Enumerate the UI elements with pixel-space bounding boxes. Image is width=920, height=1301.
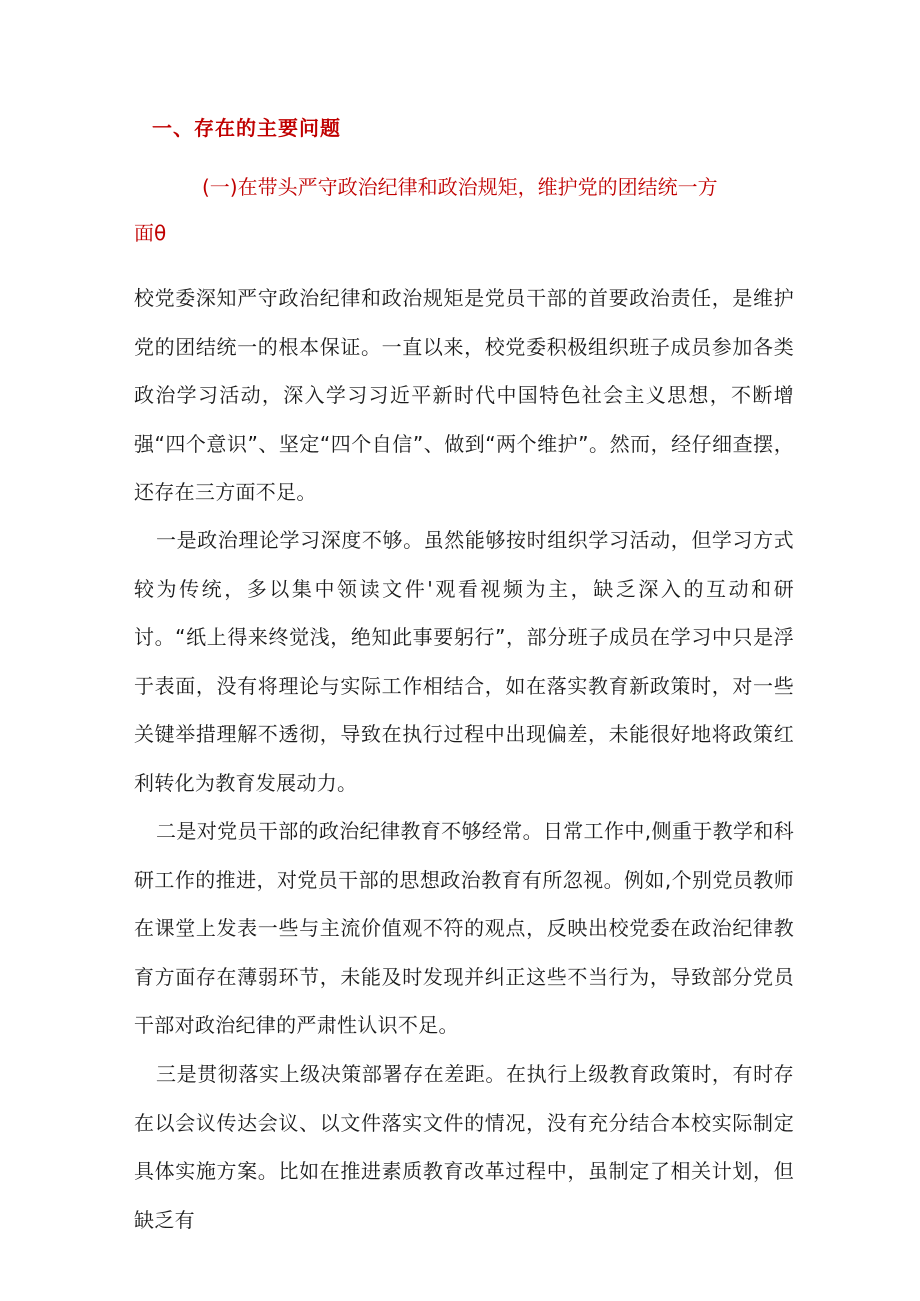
- paragraph-first-issue: 一是政治理论学习深度不够。虽然能够按时组织学习活动，但学习方式较为传统，多以集中领读文件'观看视频为主，缺乏深入的互动和研讨。“纸上得来终觉浅，绝知此事要躬行”，部分班子成员在学习中只是浮于表面，没有将理论与实际工作相结合，如在落实教育新政策时，对一些关键举措理解不透彻，导致在执行过程中出现偏差，未能很好地将政策红利转化为教育发展动力。: [134, 528, 794, 795]
- section-subheading: [134, 164, 794, 256]
- section-heading: 一、存在的主要问题: [152, 116, 341, 140]
- intro-paragraph: 校党委深知严守政治纪律和政治规矩是党员干部的首要政治责任，是维护党的团结统一的根本保证。一直以来，校党委积极组织班子成员参加各类政治学习活动，深入学习习近平新时代中国特色社会主义思想，不断增强“四个意识”、坚定“四个自信”、做到“两个维护”。然而，经仔细查摆，还存在三方面不足。: [134, 286, 794, 504]
- subheading-line-2: 面θ: [134, 221, 167, 245]
- subheading-line-1: (一)在带头严守政治纪律和政治规矩，维护党的团结统一方: [202, 175, 718, 199]
- paragraph-third-issue: 三是贯彻落实上级决策部署存在差距。在执行上级教育政策时，有时存在以会议传达会议、以文件落实文件的情况，没有充分结合本校实际制定具体实施方案。比如在推进素质教育改革过程中，虽制定了相关计划，但缺乏有: [134, 1062, 794, 1232]
- paragraph-second-issue: 二是对党员干部的政治纪律教育不够经常。日常工作中,侧重于教学和科研工作的推进，对党员干部的思想政治教育有所忽视。例如,个别党员教师在课堂上发表一些与主流价值观不符的观点，反映出校党委在政治纪律教育方面存在薄弱环节，未能及时发现并纠正这些不当行为，导致部分党员干部对政治纪律的严肃性认识不足。: [134, 819, 794, 1037]
